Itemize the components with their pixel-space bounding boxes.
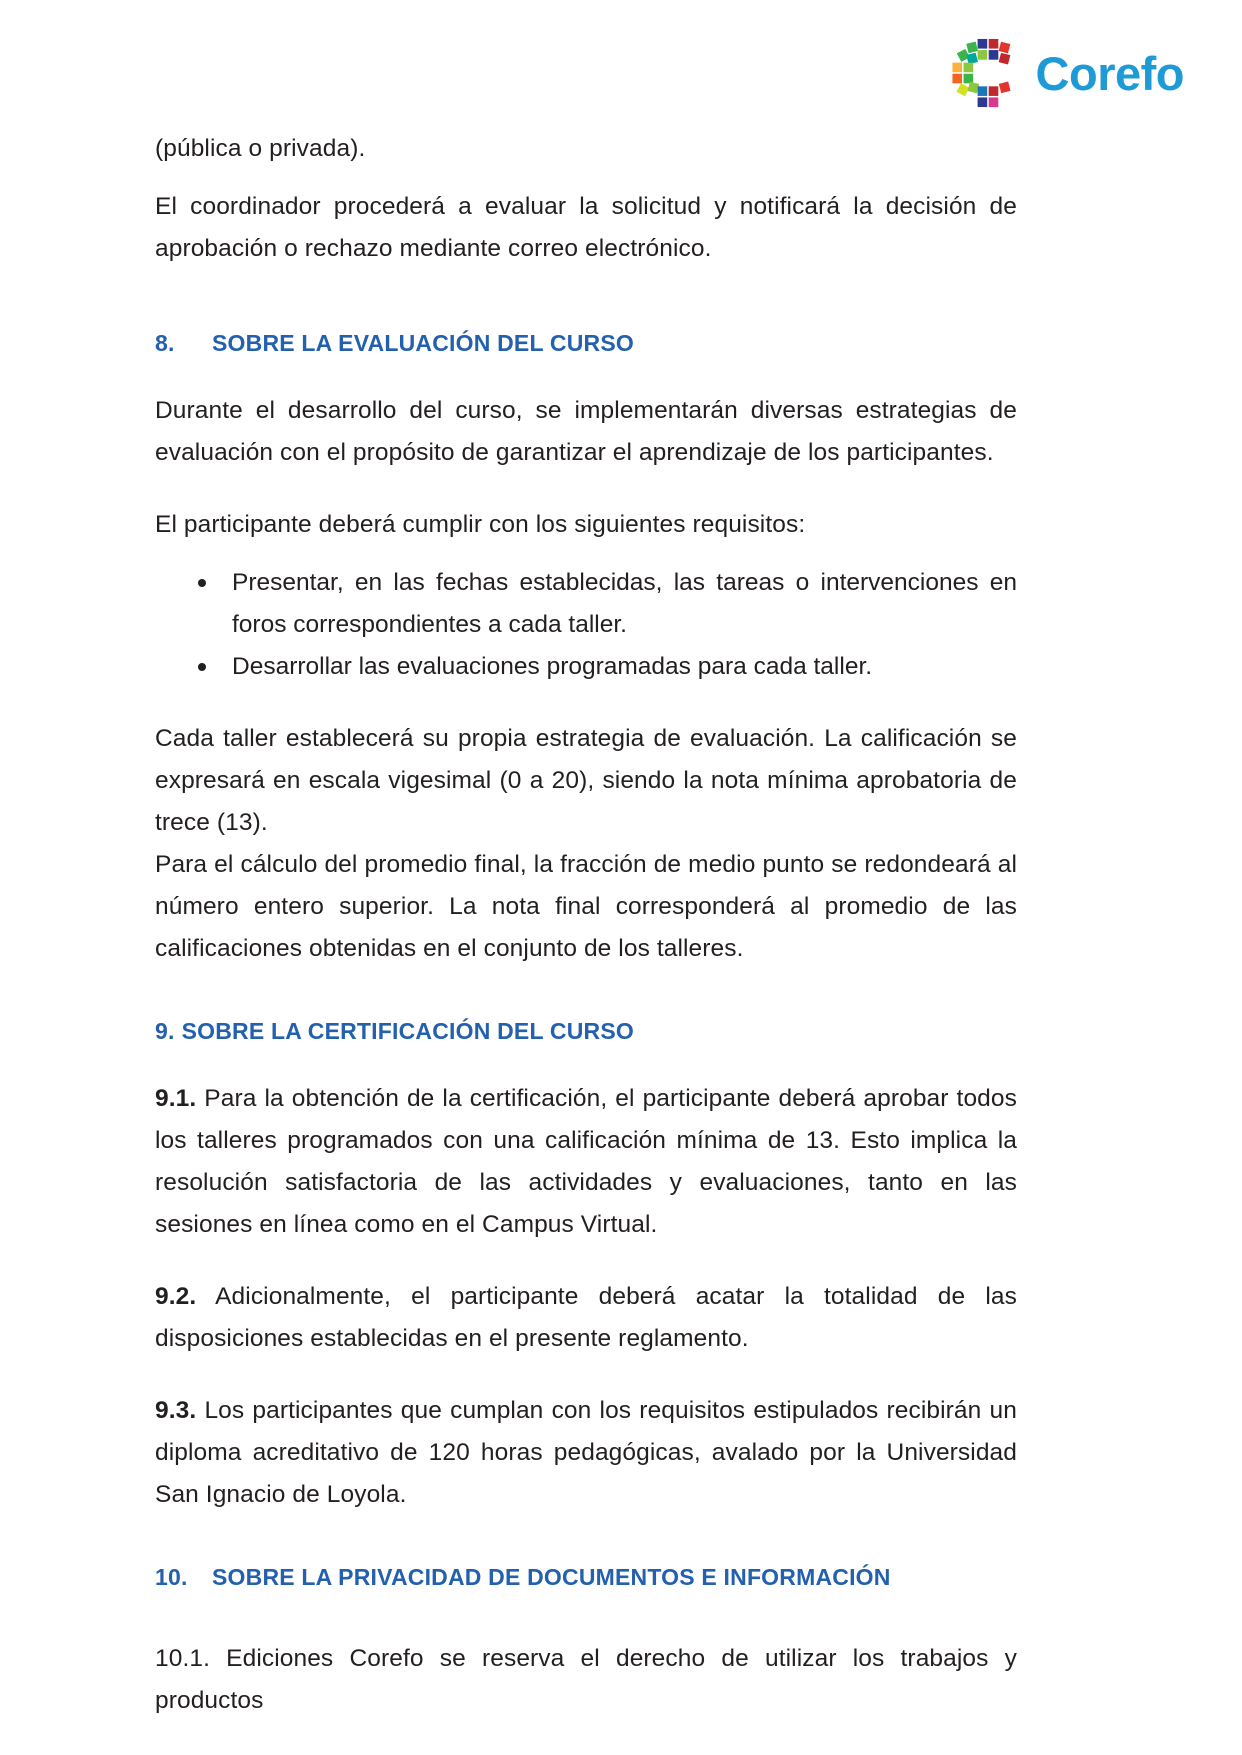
paragraph-9-1 [155, 1078, 1017, 1246]
spacer [155, 270, 1017, 326]
bullet-dot-icon [198, 663, 206, 671]
heading-9-number: 9. [155, 1018, 175, 1044]
bullet-dot-icon [198, 579, 206, 587]
heading-8-number: 8. [155, 330, 175, 356]
spacer [155, 1360, 1017, 1390]
spacer [155, 474, 1017, 504]
document-body [155, 128, 1017, 1722]
spacer [155, 1594, 1017, 1638]
paragraph-10-1: 10.1. Ediciones Corefo se reserva el derecho de utilizar los trabajos y productos [155, 1645, 1017, 1714]
list-item [155, 562, 1017, 646]
paragraph-8-2-requisitos-intro: El participante deberá cumplir con los siguientes requisitos: [155, 511, 806, 538]
paragraph-9-1-text: Para la obtención de la certificación, el participante deberá aprobar todos los talleres programados con una calificación mínima de 13. Esto implica la resolución satisfactoria de las actividades y evaluaciones, tanto en las sesiones en línea como en el Campus Virtual. [155, 1085, 1017, 1238]
spacer [155, 970, 1017, 1014]
spacer [155, 1246, 1017, 1276]
list-item [155, 646, 1017, 688]
paragraph-9-2-number: 9.2. [155, 1283, 197, 1310]
heading-8-evaluacion-del-curso [155, 326, 1017, 360]
paragraph-9-2-text: Adicionalmente, el participante deberá acatar la totalidad de las disposiciones establecidas en el presente reglamento. [155, 1283, 1017, 1352]
list-item-label: Presentar, en las fechas establecidas, las tareas o intervenciones en foros correspondientes a cada taller. [232, 569, 1017, 638]
paragraph-9-3 [155, 1390, 1017, 1516]
corefo-logo [948, 36, 1184, 110]
corefo-mosaic-c-icon [948, 36, 1022, 110]
paragraph-8-3-escala-vigesimal: Cada taller establecerá su propia estrategia de evaluación. La calificación se expresará en escala vigesimal (0 a 20), siendo la nota mínima aprobatoria de trece (13). [155, 725, 1017, 836]
heading-9-title: SOBRE LA CERTIFICACIÓN DEL CURSO [181, 1018, 634, 1044]
spacer [155, 688, 1017, 718]
paragraph-8-1-estrategias: Durante el desarrollo del curso, se implementarán diversas estrategias de evaluación con el propósito de garantizar el aprendizaje de los participantes. [155, 397, 1017, 466]
paragraph-9-2 [155, 1276, 1017, 1360]
heading-10-title: SOBRE LA PRIVACIDAD DE DOCUMENTOS E INFORMACIÓN [212, 1564, 891, 1590]
heading-10-number: 10. [155, 1564, 188, 1590]
spacer [155, 1048, 1017, 1078]
spacer [155, 546, 1017, 562]
spacer [155, 1516, 1017, 1560]
list-item-label: Desarrollar las evaluaciones programadas para cada taller. [232, 653, 873, 680]
paragraph-9-3-text: Los participantes que cumplan con los requisitos estipulados recibirán un diploma acreditativo de 120 horas pedagógicas, avalado por la Universidad San Ignacio de Loyola. [155, 1397, 1017, 1508]
heading-10-privacidad-documentos [155, 1560, 1017, 1594]
paragraph-9-1-number: 9.1. [155, 1085, 197, 1112]
paragraph-9-3-number: 9.3. [155, 1397, 197, 1424]
heading-8-title: SOBRE LA EVALUACIÓN DEL CURSO [212, 330, 634, 356]
spacer [155, 360, 1017, 390]
requisitos-list [155, 562, 1017, 688]
heading-9-certificacion-del-curso [155, 1014, 1017, 1048]
corefo-wordmark: Corefo [1035, 46, 1184, 100]
paragraph-coordinador-evaluacion: El coordinador procederá a evaluar la solicitud y notificará la decisión de aprobación o rechazo mediante correo electrónico. [155, 193, 1017, 262]
paragraph-publica-o-privada: (pública o privada). [155, 135, 366, 162]
spacer [155, 170, 1017, 186]
paragraph-8-4-promedio-final: Para el cálculo del promedio final, la fracción de medio punto se redondeará al número entero superior. La nota final corresponderá al promedio de las calificaciones obtenidas en el conjunto de los talleres. [155, 851, 1017, 962]
